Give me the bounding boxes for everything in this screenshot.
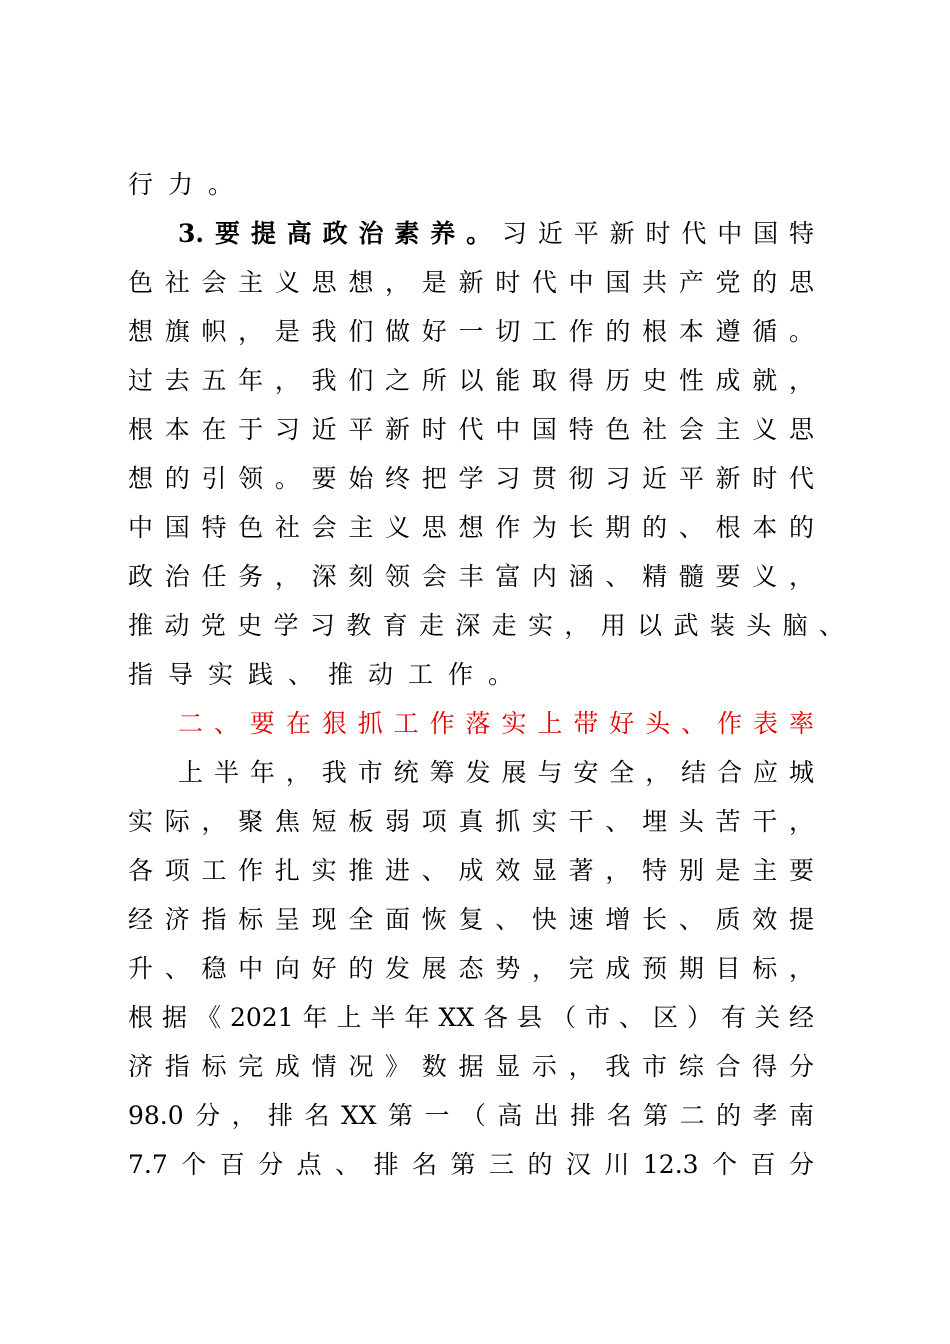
text-line-6: 根本在于习近平新时代中国特色社会主义思 <box>128 415 814 444</box>
text-line-13: 上半年，我市统筹发展与安全，结合应城 <box>178 758 814 787</box>
subheading-line <box>178 214 814 254</box>
text-line-19: 济指标完成情况》数据显示，我市综合得分 <box>128 1052 814 1081</box>
text-line-14: 实际，聚焦短板弱项真抓实干、埋头苦干， <box>128 807 814 836</box>
text-line-5: 过去五年，我们之所以能取得历史性成就， <box>128 366 814 395</box>
subheading-bold: 3.要提高政治素养。 <box>178 219 502 248</box>
text-line-1: 行力。 <box>128 170 249 199</box>
text-line-11: 指导实践、推动工作。 <box>128 660 529 689</box>
subheading-rest: 习近平新时代中国特 <box>501 219 814 248</box>
text-line-7: 想的引领。要始终把学习贯彻习近平新时代 <box>128 464 814 493</box>
text-line-20: 98.0分，排名XX第一（高出排名第二的孝南 <box>128 1101 814 1130</box>
text-line-10: 推动党史学习教育走深走实，用以武装头脑、 <box>128 611 844 640</box>
text-line-17: 升、稳中向好的发展态势，完成预期目标， <box>128 954 814 983</box>
text-line-3: 色社会主义思想，是新时代中国共产党的思 <box>128 268 814 297</box>
text-line-8: 中国特色社会主义思想作为长期的、根本的 <box>128 513 814 542</box>
text-line-21: 7.7个百分点、排名第三的汉川12.3个百分 <box>128 1150 814 1179</box>
text-line-9: 政治任务，深刻领会丰富内涵、精髓要义， <box>128 562 814 591</box>
text-line-16: 经济指标呈现全面恢复、快速增长、质效提 <box>128 905 814 934</box>
text-line-18: 根据《2021年上半年XX各县（市、区）有关经 <box>128 1003 814 1032</box>
text-line-15: 各项工作扎实推进、成效显著，特别是主要 <box>128 856 814 885</box>
section-heading: 二、要在狠抓工作落实上带好头、作表率 <box>178 709 814 738</box>
text-line-4: 想旗帜，是我们做好一切工作的根本遵循。 <box>128 317 814 346</box>
